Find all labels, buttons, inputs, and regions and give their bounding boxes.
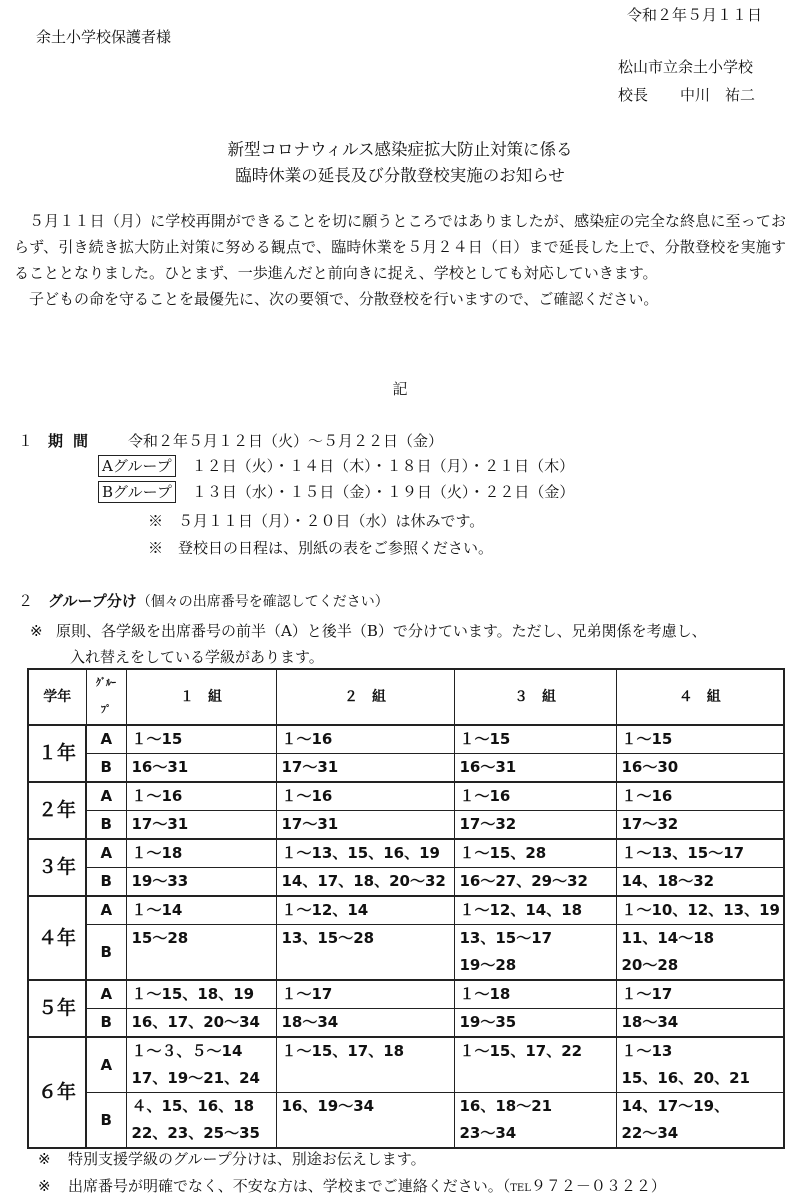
range-line: [132, 952, 271, 979]
range-line: 19～28: [459, 956, 517, 974]
range-line: 14、17、18、20～32: [281, 872, 446, 890]
attendance-range-cell: [276, 725, 454, 754]
range-line: １～18: [459, 985, 511, 1003]
attendance-range-cell: [276, 925, 454, 981]
range-line: 17、19～21、24: [131, 1069, 260, 1087]
attendance-range-cell: [454, 811, 616, 840]
header-class-2: ２ 組: [276, 669, 454, 725]
table-row: [28, 782, 784, 811]
table-row: [28, 811, 784, 840]
attendance-range-cell: [454, 754, 616, 783]
attendance-range-cell: [454, 1093, 616, 1149]
attendance-range-cell: [276, 1009, 454, 1038]
grade-label: １年: [28, 725, 86, 782]
table-header-row: [28, 669, 784, 725]
range-line: [282, 1065, 449, 1092]
schedule-note: ※ 登校日の日程は、別紙の表をご参照ください。: [148, 539, 494, 557]
grade-label: ３年: [28, 839, 86, 896]
attendance-range-cell: [616, 896, 784, 925]
title-line-2: 臨時休業の延長及び分散登校実施のお知らせ: [235, 166, 565, 185]
section-2-subtitle: （個々の出席番号を確認してください）: [136, 594, 389, 610]
table-row: [28, 839, 784, 868]
table-row: [28, 1009, 784, 1038]
range-line: １～16: [281, 730, 333, 748]
range-line: 16、17、20～34: [131, 1013, 260, 1031]
range-line: 16～27、29～32: [459, 872, 588, 890]
range-line: １～12、14: [281, 901, 369, 919]
attendance-range-cell: [454, 839, 616, 868]
group-b-schedule: [98, 481, 574, 503]
range-line: [460, 1065, 611, 1092]
section-1-number: １: [18, 432, 34, 450]
range-line: 19～35: [459, 1013, 517, 1031]
range-line: 19～33: [131, 872, 189, 890]
range-line: 15、16、20、21: [621, 1069, 750, 1087]
attendance-range-cell: [454, 725, 616, 754]
attendance-range-cell: [276, 782, 454, 811]
range-line: １～16: [459, 787, 511, 805]
range-line: 17～32: [621, 815, 679, 833]
principal-title: 校長: [618, 86, 649, 104]
range-line: 17～32: [459, 815, 517, 833]
header-class-3: ３ 組: [454, 669, 616, 725]
range-line: １～16: [621, 787, 673, 805]
attendance-range-cell: [616, 980, 784, 1009]
special-class-note: 特別支援学級のグループ分けは、別途お伝えします。: [68, 1150, 426, 1168]
attendance-range-cell: [616, 839, 784, 868]
section-1-heading: 期間: [48, 432, 99, 450]
attendance-range-cell: [454, 925, 616, 981]
range-line: １～15、17、22: [459, 1042, 583, 1060]
attendance-range-cell: [276, 1037, 454, 1093]
range-line: １～15: [459, 730, 511, 748]
group-letter: B: [86, 811, 126, 840]
attendance-range-cell: [616, 1037, 784, 1093]
section-2-heading: [18, 590, 389, 611]
principal: [618, 84, 755, 105]
grade-label: ５年: [28, 980, 86, 1037]
header-grade: 学年: [28, 669, 86, 725]
table-row: [28, 1093, 784, 1149]
range-line: １～16: [131, 787, 183, 805]
group-letter: A: [86, 980, 126, 1009]
group-table: [27, 668, 785, 1149]
range-line: 17～31: [281, 815, 339, 833]
table-row: [28, 980, 784, 1009]
attendance-range-cell: [616, 782, 784, 811]
body-text: [14, 208, 786, 312]
range-line: 14、18～32: [621, 872, 715, 890]
range-line: 11、14～18: [621, 929, 715, 947]
grade-label: ４年: [28, 896, 86, 980]
attendance-range-cell: [126, 980, 276, 1009]
footer-note-2: [38, 1175, 666, 1196]
range-line: 14、17～19、: [621, 1097, 730, 1115]
range-line: 18～34: [621, 1013, 679, 1031]
range-line: １～15: [621, 730, 673, 748]
section-1-period: [18, 430, 443, 451]
group-letter: A: [86, 839, 126, 868]
range-line: １～17: [621, 985, 673, 1003]
group-b-label: Bグループ: [98, 481, 176, 503]
range-line: １～15、28: [459, 844, 547, 862]
range-line: １～３、５～14: [131, 1042, 243, 1060]
attendance-range-cell: [616, 868, 784, 897]
range-line: 16～31: [131, 758, 189, 776]
range-line: 20～28: [621, 956, 679, 974]
range-line: １～12、14、18: [459, 901, 583, 919]
group-a-label: Aグループ: [98, 455, 176, 477]
range-line: 15～28: [131, 929, 189, 947]
range-line: 17～31: [281, 758, 339, 776]
attendance-range-cell: [454, 1009, 616, 1038]
range-line: １～15、18、19: [131, 985, 255, 1003]
attendance-range-cell: [126, 782, 276, 811]
range-line: 16、19～34: [281, 1097, 375, 1115]
group-letter: B: [86, 1009, 126, 1038]
body-paragraph-1: ５月１１日（月）に学校再開ができることを切に願うところではありましたが、感染症の完全な終息に至っておらず、引き続き拡大防止対策に努める観点で、臨時休業を５月２４日（日）まで延長した上で、分散登校を実施することとなりました。ひとまず、一歩進んだと前向きに捉え、学校としても対応していきます。: [14, 212, 786, 282]
table-row: [28, 1037, 784, 1093]
range-line: 16～30: [621, 758, 679, 776]
header-class-4: ４ 組: [616, 669, 784, 725]
principal-name: 中川 祐二: [680, 86, 756, 104]
attendance-range-cell: [276, 811, 454, 840]
school-name: 松山市立余土小学校: [618, 58, 754, 76]
body-paragraph-2: 子どもの命を守ることを最優先に、次の要領で、分散登校を行いますので、ご確認ください。: [29, 290, 659, 308]
grade-label: ２年: [28, 782, 86, 839]
range-line: １～17: [281, 985, 333, 1003]
table-row: [28, 896, 784, 925]
addressee: 余土小学校保護者様: [36, 28, 172, 46]
attendance-range-cell: [616, 811, 784, 840]
range-line: １～14: [131, 901, 183, 919]
group-b-days: １３日（水）・１５日（金）・１９日（火）・２２日（金）: [191, 483, 575, 501]
attendance-range-cell: [126, 868, 276, 897]
table-row: [28, 868, 784, 897]
group-letter: A: [86, 782, 126, 811]
range-line: 23～34: [459, 1124, 517, 1142]
attendance-range-cell: [616, 1093, 784, 1149]
attendance-range-cell: [276, 1093, 454, 1149]
footer-mark-1: ※: [38, 1150, 51, 1168]
footer-note-1: [38, 1148, 426, 1169]
range-line: 18～34: [281, 1013, 339, 1031]
group-a-days: １２日（火）・１４日（木）・１８日（月）・２１日（木）: [191, 457, 575, 475]
group-letter: A: [86, 725, 126, 754]
ki-heading: 記: [392, 380, 408, 398]
section-2-number: ２: [18, 592, 34, 610]
grade-label: ６年: [28, 1037, 86, 1148]
range-line: 16、18～21: [459, 1097, 553, 1115]
attendance-range-cell: [126, 725, 276, 754]
table-row: [28, 925, 784, 981]
footer-mark-2: ※: [38, 1177, 51, 1195]
group-letter: B: [86, 925, 126, 981]
tel-label: TEL: [510, 1183, 531, 1194]
group-letter: A: [86, 896, 126, 925]
attendance-range-cell: [454, 980, 616, 1009]
range-line: ４、15、16、18: [131, 1097, 255, 1115]
attendance-range-cell: [276, 896, 454, 925]
title-line-1: 新型コロナウィルス感染症拡大防止対策に係る: [227, 140, 573, 159]
header-group: ｸﾞﾙｰﾌﾟ: [86, 669, 126, 725]
attendance-range-cell: [276, 868, 454, 897]
attendance-range-cell: [454, 868, 616, 897]
group-letter: B: [86, 1093, 126, 1149]
range-line: 22～34: [621, 1124, 679, 1142]
attendance-range-cell: [454, 896, 616, 925]
grouping-note: [30, 618, 790, 670]
attendance-range-cell: [276, 754, 454, 783]
attendance-range-cell: [276, 980, 454, 1009]
table-row: [28, 754, 784, 783]
range-line: 16～31: [459, 758, 517, 776]
attendance-range-cell: [276, 839, 454, 868]
note-mark: ※: [30, 622, 43, 640]
attendance-range-cell: [616, 1009, 784, 1038]
range-line: １～15: [131, 730, 183, 748]
attendance-range-cell: [126, 1037, 276, 1093]
attendance-range-cell: [616, 925, 784, 981]
group-letter: B: [86, 868, 126, 897]
holiday-note: ※ ５月１１日（月）・２０日（水）は休みです。: [148, 512, 485, 530]
document-date: 令和２年５月１１日: [626, 6, 762, 24]
range-line: [282, 1120, 449, 1147]
grouping-note-line-1: 原則、各学級を出席番号の前半（A）と後半（B）で分けています。ただし、兄弟関係を考慮し、: [56, 622, 707, 640]
group-a-schedule: [98, 455, 574, 477]
grouping-note-line-2: 入れ替えをしている学級があります。: [70, 648, 324, 666]
range-line: １～15、17、18: [281, 1042, 405, 1060]
attendance-range-cell: [126, 896, 276, 925]
attendance-range-cell: [126, 754, 276, 783]
attendance-range-cell: [126, 811, 276, 840]
range-line: １～10、12、13、19: [621, 901, 780, 919]
section-2-title: グループ分け: [48, 592, 137, 610]
period-range: 令和２年５月１２日（火）～５月２２日（金）: [128, 432, 444, 450]
attendance-range-cell: [126, 925, 276, 981]
range-line: １～13、15、16、19: [281, 844, 440, 862]
range-line: 13、15～28: [281, 929, 375, 947]
attendance-range-cell: [616, 725, 784, 754]
attendance-range-cell: [454, 782, 616, 811]
contact-note: 出席番号が明確でなく、不安な方は、学校までご連絡ください。（: [68, 1177, 511, 1195]
range-line: [282, 952, 449, 979]
group-letter: A: [86, 1037, 126, 1093]
header-class-1: １ 組: [126, 669, 276, 725]
attendance-range-cell: [126, 1093, 276, 1149]
attendance-range-cell: [454, 1037, 616, 1093]
range-line: 22、23、25～35: [131, 1124, 260, 1142]
range-line: １～18: [131, 844, 183, 862]
phone-number: ９７２－０３２２）: [530, 1177, 666, 1195]
attendance-range-cell: [616, 754, 784, 783]
range-line: 17～31: [131, 815, 189, 833]
group-letter: B: [86, 754, 126, 783]
attendance-range-cell: [126, 1009, 276, 1038]
table-row: [28, 725, 784, 754]
range-line: １～13、15～17: [621, 844, 745, 862]
range-line: 13、15～17: [459, 929, 553, 947]
range-line: １～16: [281, 787, 333, 805]
attendance-range-cell: [126, 839, 276, 868]
range-line: １～13: [621, 1042, 673, 1060]
